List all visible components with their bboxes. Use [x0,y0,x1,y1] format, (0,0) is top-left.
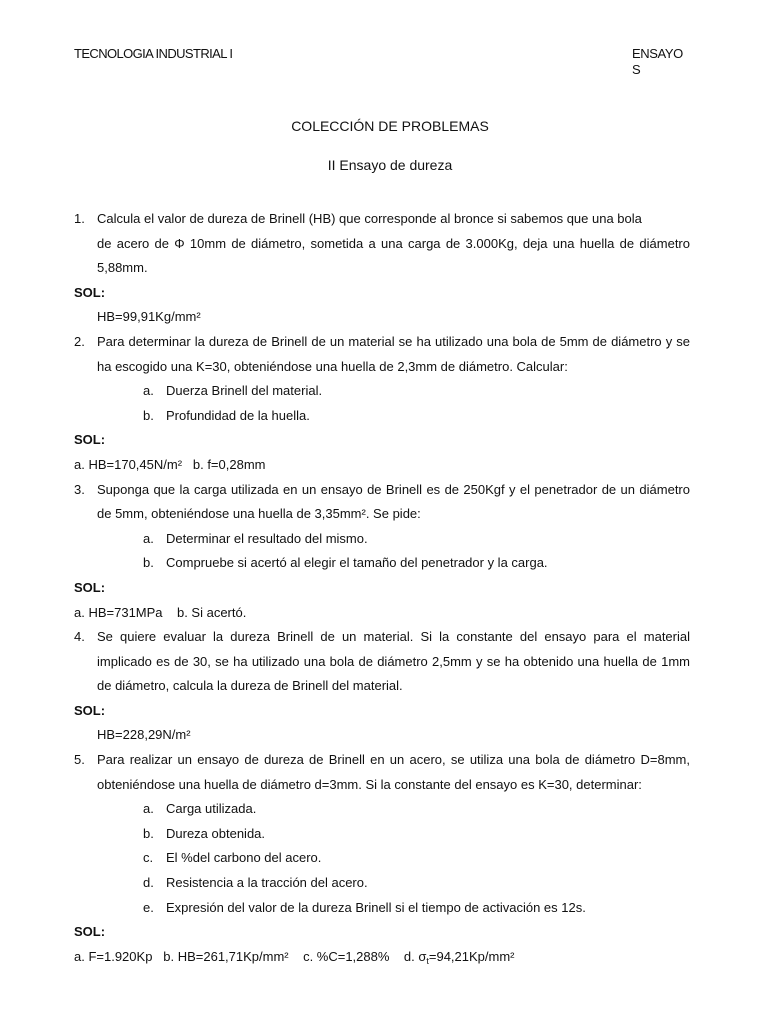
solution-label: SOL: [74,702,106,718]
solution-text-part: a. F=1.920Kp b. HB=261,71Kp/mm² c. %C=1,288% d. σ [74,948,427,964]
subquestion-text: Resistencia a la tracción del acero. [166,875,368,891]
subquestion-text: Determinar el resultado del mismo. [166,530,368,546]
solution-text: a. HB=731MPa b. Si acertó. [74,604,247,620]
subquestion-label: b. [143,825,154,841]
subquestion-label: b. [143,407,154,423]
page-subtitle: II Ensayo de dureza [327,157,453,173]
subquestion [74,846,690,871]
solution-subscript: t [426,955,429,966]
solution-text: HB=228,29N/m² [97,727,191,743]
problem-text: Para realizar un ensayo de dureza de Brinell en un acero, se utiliza una bola de diámetro D=8mm, obteniéndose una huella de diámetro d=3mm. Si la constante del ensayo es K=30, determinar: [97,752,690,792]
solution-label: SOL: [74,579,106,595]
subquestion-label: a. [143,801,154,817]
problem-list [74,207,690,969]
problem-text: Se quiere evaluar la dureza Brinell de un material. Si la constante del ensayo para el material implicado es de 30, se ha utilizado una bola de diámetro 2,5mm y se ha obtenido una huella de 1mm de diámetro, calcula la dureza de Brinell del material. [97,629,690,694]
subquestion-text: Compruebe si acertó al elegir el tamaño del penetrador y la carga. [166,555,548,571]
subquestion [74,551,690,576]
subquestion-label: a. [143,383,154,399]
solution-text: HB=99,91Kg/mm² [97,309,201,325]
subquestion-text: El %del carbono del acero. [166,850,322,866]
problem-text-line: Calcula el valor de dureza de Brinell (HB) que corresponde al bronce si sabemos que una bola [97,211,642,226]
problem-item [74,207,690,281]
problem-number: 3. [74,481,85,497]
solution-label: SOL: [74,432,106,448]
problem-number: 2. [74,333,85,349]
subquestion [74,404,690,429]
solution-label: SOL: [74,924,106,940]
subquestion [74,822,690,847]
header-section-line2: S [632,62,641,77]
solution-text: a. HB=170,45N/m² b. f=0,28mm [74,456,266,472]
subquestion-label: b. [143,555,154,571]
problem-item [74,478,690,527]
problem-number: 4. [74,629,85,645]
problem-text-line: de acero de Φ 10mm de diámetro, sometida a una carga de 3.000Kg, deja una huella de diámetro 5,88mm. [97,235,690,276]
subquestion [74,379,690,404]
header-section-line1: ENSAYO [632,46,683,61]
problem-item [74,330,690,379]
subquestion [74,896,690,921]
solution-text [74,945,690,970]
subquestion-text: Duerza Brinell del material. [166,383,323,399]
subquestion-label: e. [143,899,154,915]
subquestion [74,527,690,552]
problem-number: 1. [74,211,85,226]
subquestion [74,797,690,822]
subquestion-text: Profundidad de la huella. [166,407,310,423]
subquestion-label: d. [143,875,154,891]
problem-text [97,207,690,281]
problem-text: Para determinar la dureza de Brinell de un material se ha utilizado una bola de 5mm de diámetro y se ha escogido una K=30, obteniéndose una huella de 2,3mm de diámetro. Calcular: [97,333,690,374]
problem-number: 5. [74,752,85,768]
solution-label: SOL: [74,284,106,300]
problem-item [74,625,690,699]
subquestion-text: Carga utilizada. [166,801,257,817]
subquestion [74,871,690,896]
page-title: COLECCIÓN DE PROBLEMAS [291,118,489,134]
subquestion-label: a. [143,530,154,546]
header-section [632,46,692,78]
problem-item [74,748,690,797]
header-course: TECNOLOGIA INDUSTRIAL I [74,46,233,61]
subquestion-text: Expresión del valor de la dureza Brinell si el tiempo de activación es 12s. [166,899,586,915]
problem-text: Suponga que la carga utilizada en un ensayo de Brinell es de 250Kgf y el penetrador de un diámetro de 5mm, obteniéndose una huella de 3,35mm². Se pide: [97,481,690,522]
subquestion-text: Dureza obtenida. [166,825,266,841]
subquestion-label: c. [143,850,154,866]
solution-text-part: =94,21Kp/mm² [428,948,515,964]
